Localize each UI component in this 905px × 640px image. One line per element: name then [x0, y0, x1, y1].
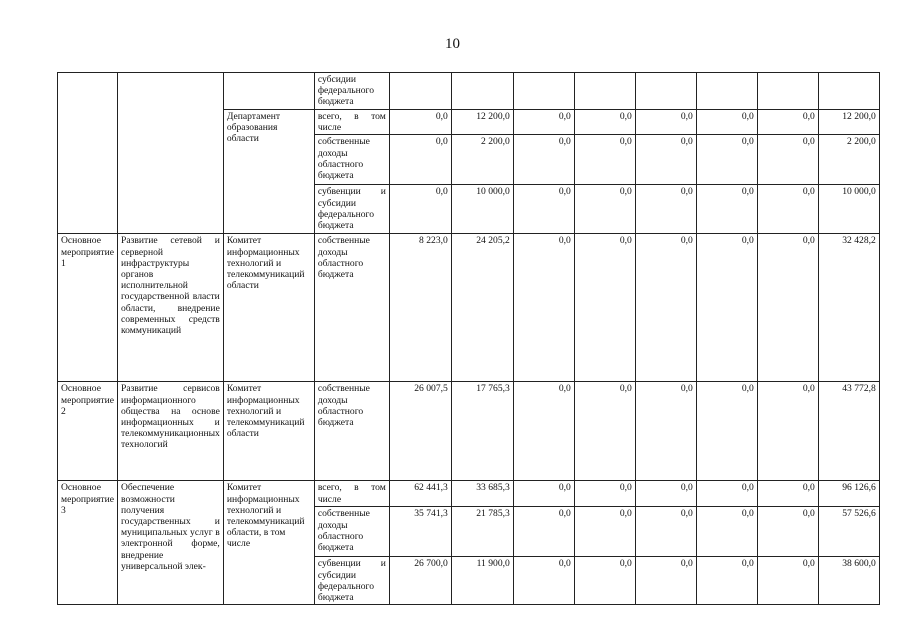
- value-cell: 0,0: [635, 135, 696, 185]
- value-cell: 62 441,3: [389, 481, 451, 507]
- value-cell: 11 900,0: [451, 557, 513, 605]
- value-cell: 0,0: [513, 135, 574, 185]
- executor-cell: Департамент образования области: [223, 110, 314, 234]
- value-cell: 0,0: [389, 185, 451, 234]
- value-cell: 0,0: [513, 557, 574, 605]
- name-cell: Обеспечение возможности получения государственных и муниципальных услуг в электронной форме, внедрение универсальной элек-: [117, 481, 223, 605]
- value-cell: 0,0: [574, 135, 635, 185]
- executor-cell: Комитет информационных технологий и телекоммуникаций области: [223, 382, 314, 481]
- page-number: 10: [445, 36, 460, 52]
- name-cell: Развитие сервисов информационного общества на основе информационных и телекоммуникационных технологий: [117, 382, 223, 481]
- value-cell: 0,0: [635, 234, 696, 382]
- value-cell: 0,0: [574, 507, 635, 557]
- value-cell: 12 200,0: [451, 110, 513, 135]
- table-row: [58, 382, 880, 481]
- value-cell: 0,0: [696, 234, 757, 382]
- budget-table: [57, 72, 880, 605]
- value-cell: [513, 73, 574, 110]
- name-cell: Развитие сетевой и серверной инфраструктуры органов исполнительной государственной власти области, внедрение современных средств коммуникаций: [117, 234, 223, 382]
- value-cell: 0,0: [389, 135, 451, 185]
- value-cell: 0,0: [757, 135, 818, 185]
- value-cell: 0,0: [574, 110, 635, 135]
- value-cell: 0,0: [696, 185, 757, 234]
- value-cell: 0,0: [574, 382, 635, 481]
- value-cell: 0,0: [574, 481, 635, 507]
- value-cell: [389, 73, 451, 110]
- name-cell: [117, 73, 223, 234]
- value-cell: 0,0: [635, 382, 696, 481]
- source-cell: собственные доходы областного бюджета: [314, 135, 389, 185]
- executor-cell: Комитет информационных технологий и телекоммуникаций области: [223, 234, 314, 382]
- source-cell: собственные доходы областного бюджета: [314, 382, 389, 481]
- executor-cell: [223, 73, 314, 110]
- value-cell: 0,0: [513, 382, 574, 481]
- value-cell: 57 526,6: [818, 507, 879, 557]
- value-cell: 10 000,0: [451, 185, 513, 234]
- value-cell: 0,0: [696, 557, 757, 605]
- value-cell: 24 205,2: [451, 234, 513, 382]
- value-cell: 96 126,6: [818, 481, 879, 507]
- table-row: [58, 234, 880, 382]
- value-cell: 0,0: [635, 481, 696, 507]
- value-cell: 17 765,3: [451, 382, 513, 481]
- value-cell: 0,0: [513, 185, 574, 234]
- executor-cell: Комитет информационных технологий и телекоммуникаций области, в том числе: [223, 481, 314, 605]
- measure-cell: Основное мероприятие 3: [58, 481, 118, 605]
- value-cell: 0,0: [513, 481, 574, 507]
- value-cell: 0,0: [757, 507, 818, 557]
- value-cell: 0,0: [513, 234, 574, 382]
- value-cell: 43 772,8: [818, 382, 879, 481]
- value-cell: 0,0: [757, 481, 818, 507]
- value-cell: 0,0: [757, 185, 818, 234]
- value-cell: 12 200,0: [818, 110, 879, 135]
- value-cell: 35 741,3: [389, 507, 451, 557]
- source-cell: собственные доходы областного бюджета: [314, 234, 389, 382]
- value-cell: 32 428,2: [818, 234, 879, 382]
- value-cell: 0,0: [696, 382, 757, 481]
- value-cell: 0,0: [635, 185, 696, 234]
- value-cell: 38 600,0: [818, 557, 879, 605]
- measure-cell: Основное мероприятие 2: [58, 382, 118, 481]
- value-cell: [696, 73, 757, 110]
- value-cell: 26 007,5: [389, 382, 451, 481]
- value-cell: 2 200,0: [451, 135, 513, 185]
- value-cell: 2 200,0: [818, 135, 879, 185]
- value-cell: 0,0: [696, 135, 757, 185]
- source-cell: всего, в том числе: [314, 481, 389, 507]
- source-cell: субвенции и субсидии федерального бюджета: [314, 557, 389, 605]
- value-cell: 21 785,3: [451, 507, 513, 557]
- value-cell: 0,0: [574, 234, 635, 382]
- value-cell: 0,0: [696, 507, 757, 557]
- value-cell: [635, 73, 696, 110]
- value-cell: 0,0: [696, 481, 757, 507]
- value-cell: 33 685,3: [451, 481, 513, 507]
- value-cell: 10 000,0: [818, 185, 879, 234]
- source-cell: субсидии федерального бюджета: [314, 73, 389, 110]
- value-cell: 0,0: [574, 557, 635, 605]
- measure-cell: Основное мероприятие 1: [58, 234, 118, 382]
- value-cell: [757, 73, 818, 110]
- value-cell: 0,0: [696, 110, 757, 135]
- value-cell: 0,0: [574, 185, 635, 234]
- value-cell: [818, 73, 879, 110]
- table-row: [58, 73, 880, 110]
- value-cell: 0,0: [757, 110, 818, 135]
- value-cell: 0,0: [513, 507, 574, 557]
- value-cell: 0,0: [635, 110, 696, 135]
- value-cell: [451, 73, 513, 110]
- source-cell: всего, в том числе: [314, 110, 389, 135]
- source-cell: собственные доходы областного бюджета: [314, 507, 389, 557]
- value-cell: [574, 73, 635, 110]
- source-cell: субвенции и субсидии федерального бюджета: [314, 185, 389, 234]
- value-cell: 0,0: [757, 234, 818, 382]
- measure-cell: [58, 73, 118, 234]
- table-row: [58, 481, 880, 507]
- value-cell: 26 700,0: [389, 557, 451, 605]
- value-cell: 0,0: [757, 382, 818, 481]
- value-cell: 0,0: [513, 110, 574, 135]
- value-cell: 0,0: [635, 557, 696, 605]
- value-cell: 0,0: [635, 507, 696, 557]
- value-cell: 0,0: [757, 557, 818, 605]
- value-cell: 8 223,0: [389, 234, 451, 382]
- value-cell: 0,0: [389, 110, 451, 135]
